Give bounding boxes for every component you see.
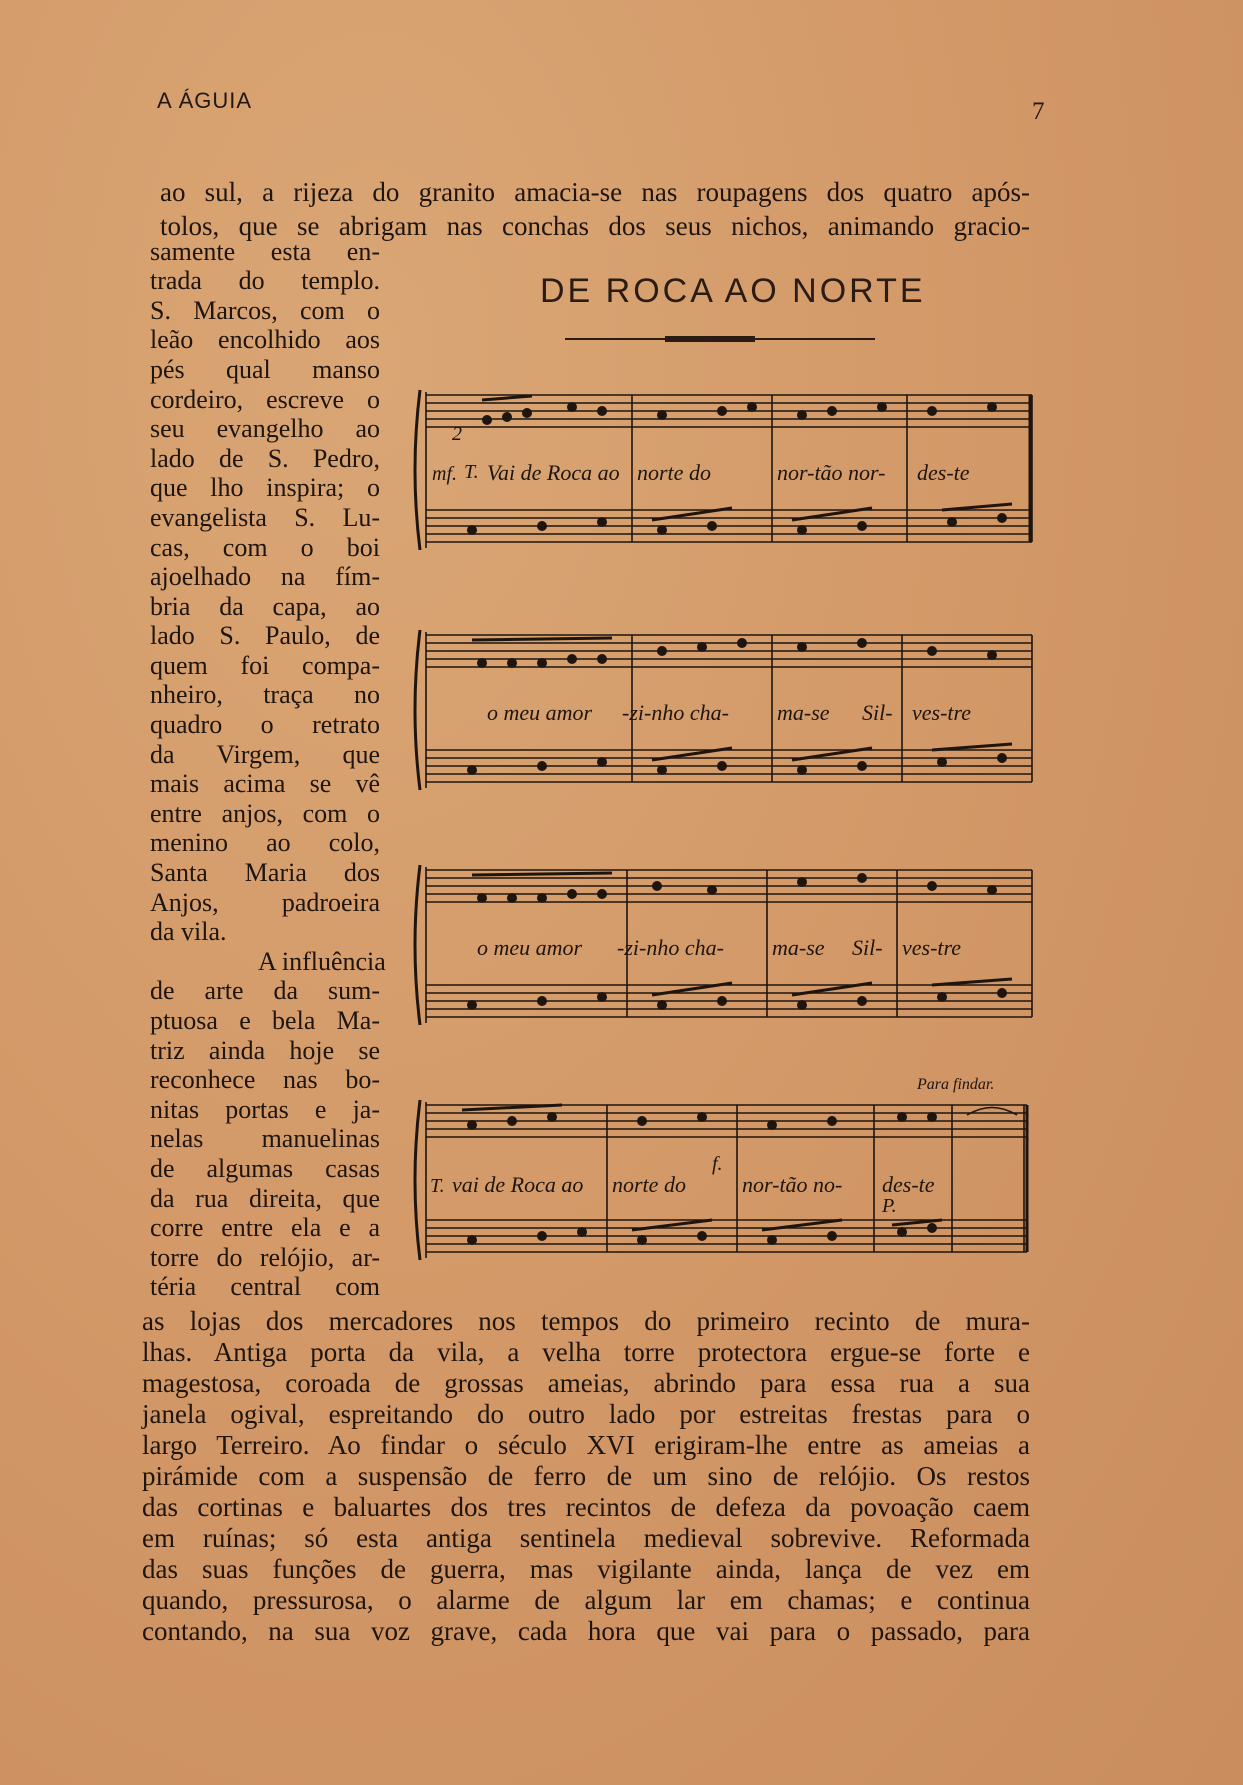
- column-line: lado de S. Pedro,: [150, 444, 380, 473]
- text-line: contando, na sua voz grave, cada hora que vai para o passado, para: [142, 1616, 1030, 1646]
- text-line: magestosa, coroada de grossas ameias, abrindo para essa rua a sua: [142, 1368, 1030, 1398]
- column-line: ptuosa e bela Ma-: [150, 1006, 380, 1035]
- lyric: -zi-nho cha-: [617, 935, 724, 960]
- text-line: as lojas dos mercadores nos tempos do primeiro recinto de mura-: [142, 1306, 1030, 1336]
- column-line: de algumas casas: [150, 1154, 380, 1183]
- score-system: [412, 380, 1037, 560]
- time-signature: 2: [452, 423, 462, 445]
- score-system: [412, 855, 1037, 1035]
- running-head: A ÁGUIA: [157, 88, 253, 113]
- column-line: corre entre ela e a: [150, 1213, 380, 1242]
- column-line: reconhece nas bo-: [150, 1065, 380, 1094]
- text-line: em ruínas; só esta antiga sentinela medieval sobrevive. Reformada: [142, 1523, 1030, 1553]
- music-system-2: [412, 620, 1037, 800]
- lyric: norte do: [637, 460, 711, 485]
- column-line: trada do templo.: [150, 266, 380, 295]
- music-system-4: [412, 1075, 1037, 1275]
- column-line: ajoelhado na fím-: [150, 562, 380, 591]
- tempo-mark: T.: [464, 461, 479, 483]
- text-line: quando, pressurosa, o alarme de algum lar em chamas; e continua: [142, 1585, 1030, 1615]
- column-line: téria central com: [150, 1272, 380, 1301]
- score-system: [412, 620, 1037, 800]
- lyric: Vai de Roca ao: [487, 460, 620, 485]
- text-line: janela ogival, espreitando do outro lado por estreitas frestas para o: [142, 1399, 1030, 1429]
- column-line: menino ao colo,: [150, 828, 380, 857]
- column-line: triz ainda hoje se: [150, 1036, 380, 1065]
- column-line: quadro o retrato: [150, 710, 380, 739]
- text-line: das cortinas e baluartes dos tres recintos de defeza da povoação caem: [142, 1492, 1030, 1522]
- lyric: des-te: [882, 1172, 935, 1197]
- title-rule: [565, 335, 875, 343]
- column-line: S. Marcos, com o: [150, 296, 380, 325]
- column-line: que lho inspira; o: [150, 473, 380, 502]
- column-line: da rua direita, que: [150, 1184, 380, 1213]
- column-line: nitas portas e ja-: [150, 1095, 380, 1124]
- column-line: quem foi compa-: [150, 651, 380, 680]
- column-line: Santa Maria dos: [150, 858, 380, 887]
- lyric: ves-tre: [902, 935, 962, 960]
- score-system: [412, 1075, 1037, 1275]
- column-line: samente esta en-: [150, 237, 380, 266]
- column-line: nelas manuelinas: [150, 1124, 380, 1153]
- dynamic-mark: f.: [712, 1153, 723, 1175]
- lyric: ma-se: [772, 935, 825, 960]
- lyric: des-te: [917, 460, 970, 485]
- column-line: torre do relójio, ar-: [150, 1243, 380, 1272]
- lyric: Sil-: [852, 935, 883, 960]
- column-line: lado S. Paulo, de: [150, 621, 380, 650]
- lyric: ves-tre: [912, 700, 972, 725]
- lyric: nor-tão no-: [742, 1172, 843, 1197]
- music-title: DE ROCA AO NORTE: [540, 272, 926, 310]
- column-line: nheiro, traça no: [150, 680, 380, 709]
- text-line: ao sul, a rijeza do granito amacia-se nas roupagens dos quatro após-: [160, 177, 1030, 207]
- text-line: largo Terreiro. Ao findar o século XVI erigiram-lhe entre as ameias a: [142, 1430, 1030, 1460]
- lyric: -zi-nho cha-: [622, 700, 729, 725]
- text-line: das suas funções de guerra, mas vigilante ainda, lança de vez em: [142, 1554, 1030, 1584]
- lyric: norte do: [612, 1172, 686, 1197]
- column-line: da Virgem, que: [150, 740, 380, 769]
- lyric: Sil-: [862, 700, 893, 725]
- column-line: da vila.: [150, 917, 227, 946]
- lyric: o meu amor: [477, 935, 583, 960]
- dynamic-mark: P.: [882, 1195, 897, 1217]
- ending-mark: Para findar.: [917, 1076, 995, 1093]
- text-line: pirámide com a suspensão de ferro de um sino de relójio. Os restos: [142, 1461, 1030, 1491]
- lyric: nor-tão nor-: [777, 460, 886, 485]
- column-line: Anjos, padroeira: [150, 888, 380, 917]
- music-system-3: [412, 855, 1037, 1035]
- column-line: evangelista S. Lu-: [150, 503, 380, 532]
- column-line: mais acima se vê: [150, 769, 380, 798]
- column-line: bria da capa, ao: [150, 592, 380, 621]
- text-line: lhas. Antiga porta da vila, a velha torre protectora ergue-se forte e: [142, 1337, 1030, 1367]
- column-line: seu evangelho ao: [150, 414, 380, 443]
- column-line: cas, com o boi: [150, 533, 380, 562]
- music-system-1: [412, 380, 1037, 560]
- column-line: entre anjos, com o: [150, 799, 380, 828]
- tempo-mark: T.: [430, 1175, 445, 1197]
- column-line: de arte da sum-: [150, 976, 380, 1005]
- column-line: pés qual manso: [150, 355, 380, 384]
- lyric: ma-se: [777, 700, 830, 725]
- text-line: tolos, que se abrigam nas conchas dos seus nichos, animando gracio-: [160, 211, 1030, 241]
- column-line: A influência: [258, 947, 386, 976]
- column-line: leão encolhido aos: [150, 325, 380, 354]
- lyric: o meu amor: [487, 700, 593, 725]
- dynamic-mark: mf.: [432, 463, 457, 485]
- column-line: cordeiro, escreve o: [150, 385, 380, 414]
- page-number: 7: [1032, 98, 1045, 125]
- lyric: vai de Roca ao: [452, 1172, 584, 1197]
